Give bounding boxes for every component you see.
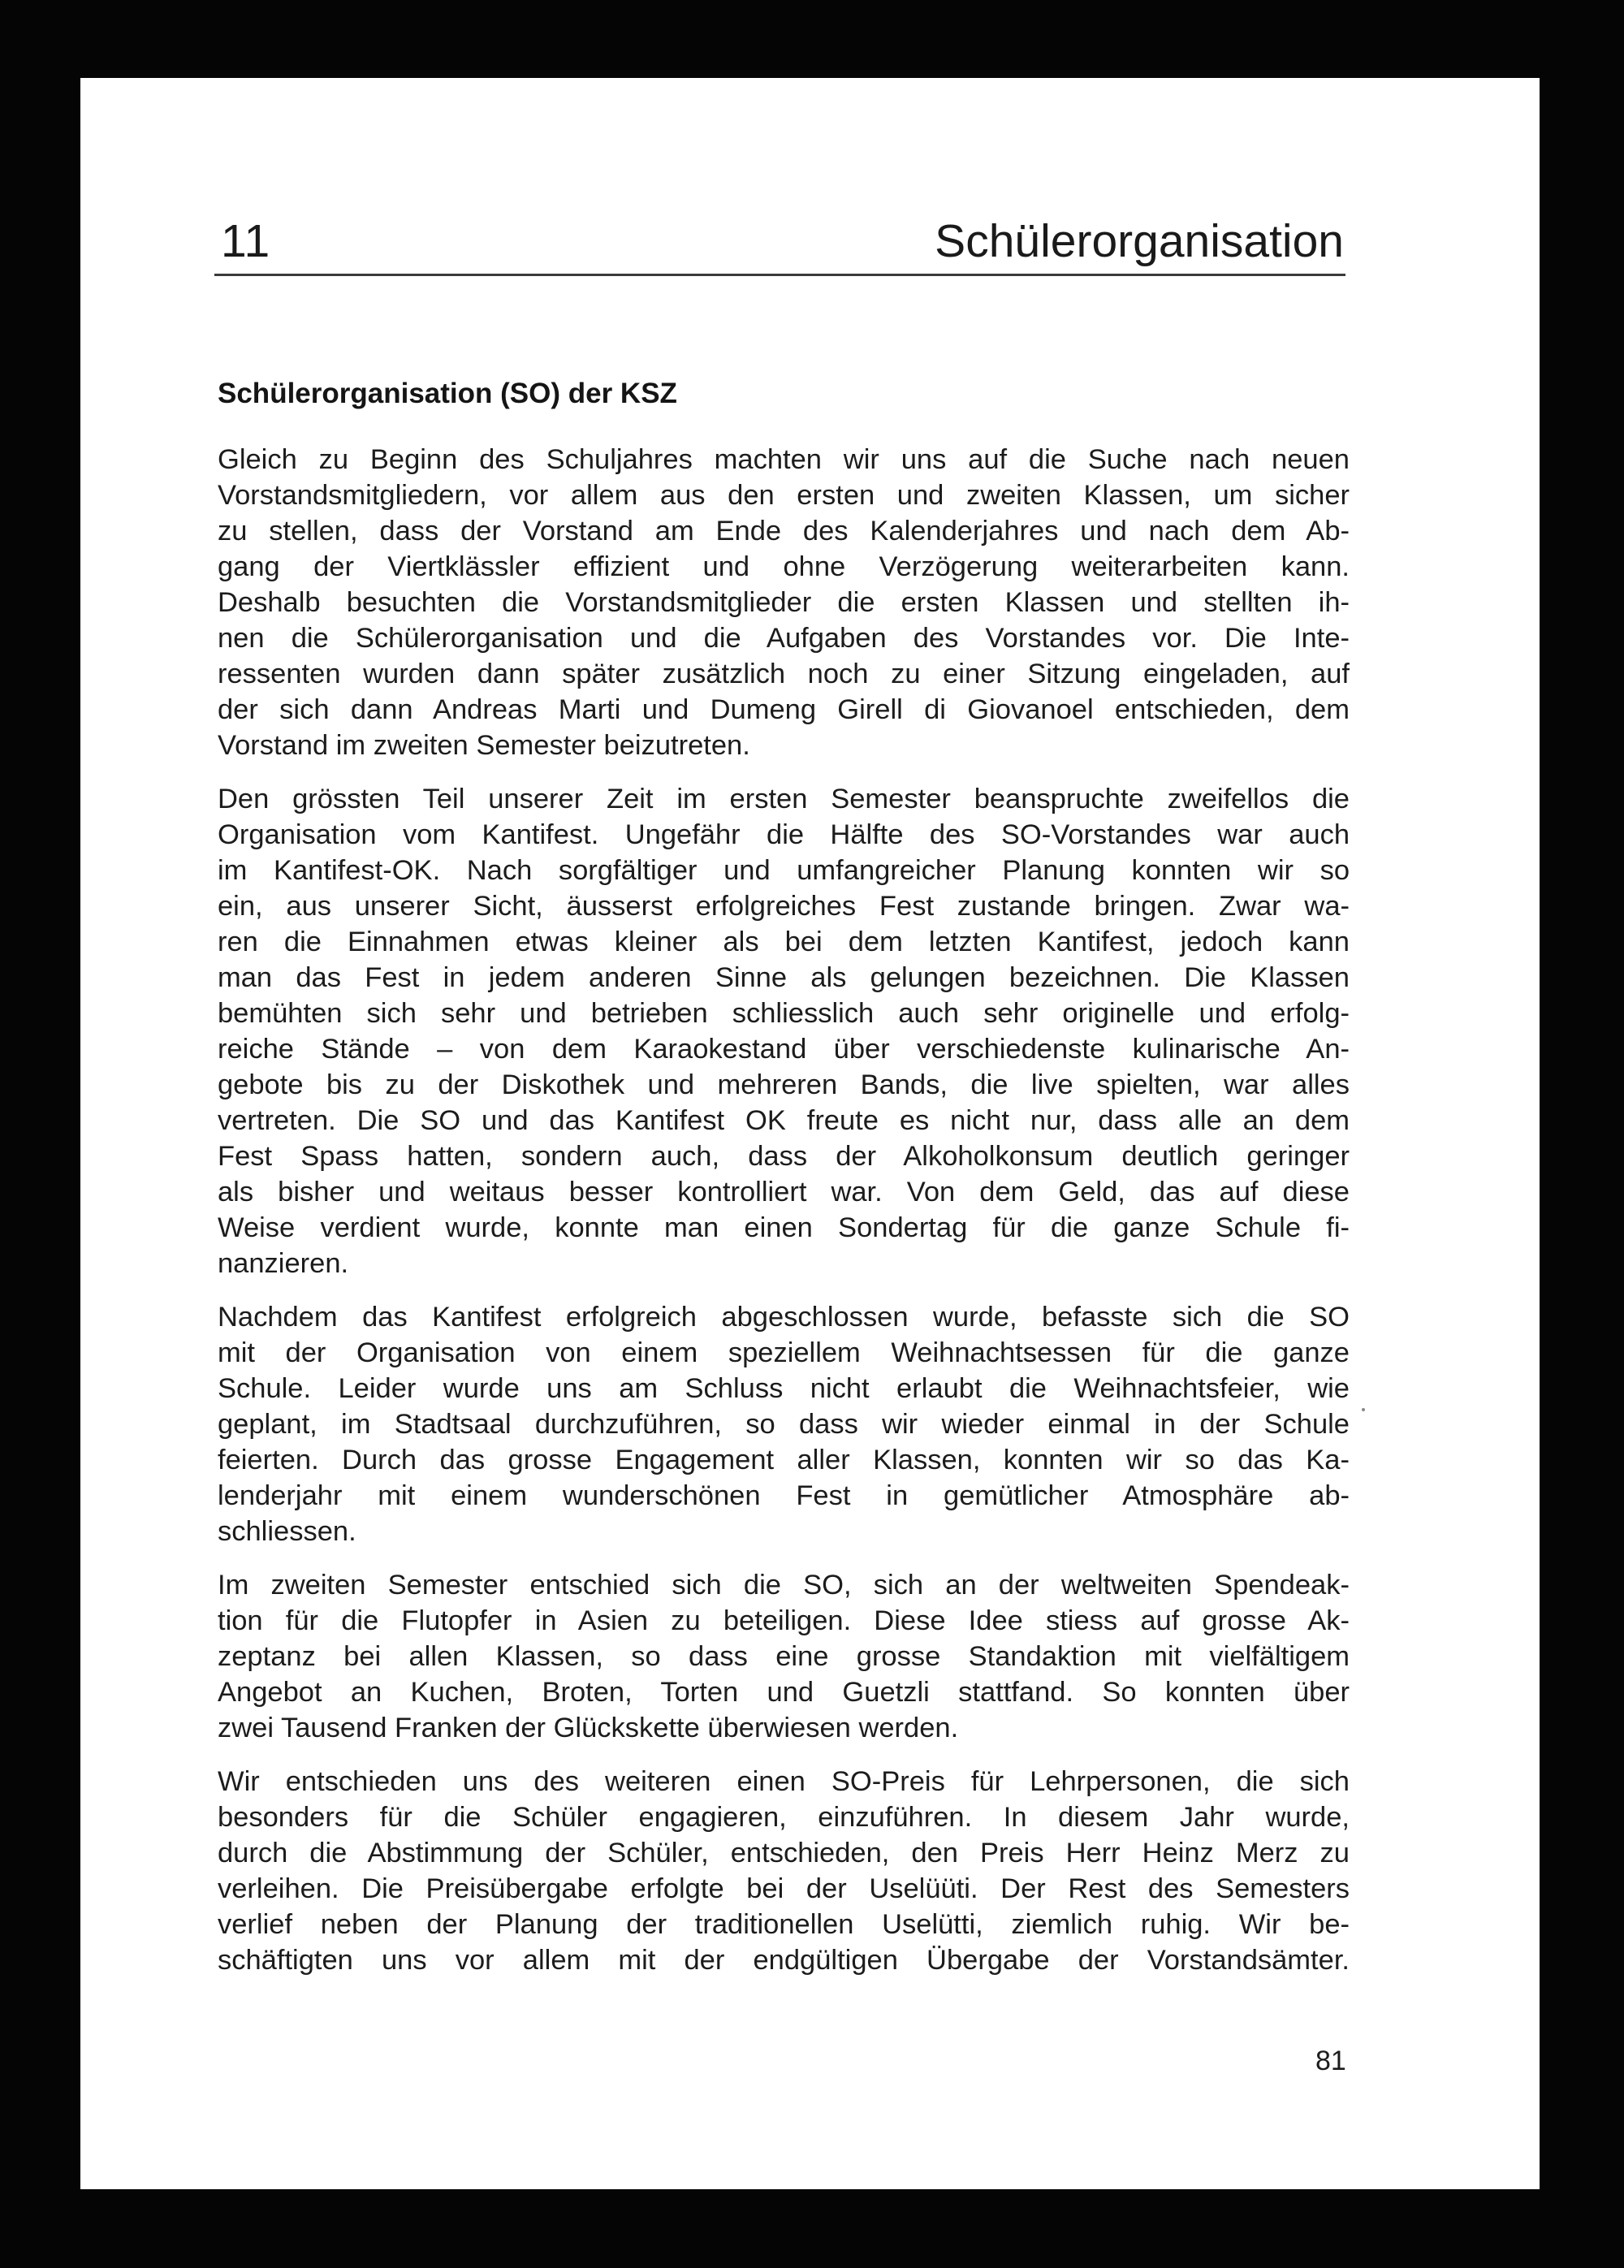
paragraph-line: bemühten sich sehr und betrieben schliesslich auch sehr originelle und erfolg- (218, 998, 1350, 1029)
chapter-number: 11 (221, 215, 271, 267)
paragraph-line: man das Fest in jedem anderen Sinne als gelungen bezeichnen. Die Klassen (218, 962, 1350, 993)
chapter-divider (214, 274, 1345, 276)
paragraph-line: vertreten. Die SO und das Kantifest OK freute es nicht nur, dass alle an dem (218, 1105, 1350, 1136)
section-heading: Schülerorganisation (SO) der KSZ (218, 378, 677, 409)
paragraph-line: Gleich zu Beginn des Schuljahres machten wir uns auf die Suche nach neuen (218, 444, 1350, 475)
paragraph-line: nanzieren. (218, 1248, 349, 1279)
paragraph-line: reiche Stände – von dem Karaokestand über verschiedenste kulinarische An- (218, 1034, 1350, 1065)
paragraph-line: Wir entschieden uns des weiteren einen SO-Preis für Lehrpersonen, die sich (218, 1766, 1350, 1797)
paragraph-line: zwei Tausend Franken der Glückskette überwiesen werden. (218, 1713, 959, 1743)
paragraph-line: Im zweiten Semester entschied sich die SO, sich an der weltweiten Spendeak- (218, 1570, 1350, 1601)
paragraph-line: schäftigten uns vor allem mit der endgültigen Übergabe der Vorstandsämter. (218, 1945, 1350, 1976)
page-number: 81 (1315, 2046, 1346, 2076)
paragraph (218, 1567, 1350, 1746)
paragraph-line: im Kantifest-OK. Nach sorgfältiger und umfangreicher Planung konnten wir so (218, 855, 1350, 886)
paragraph-line: ein, aus unserer Sicht, äusserst erfolgreiches Fest zustande bringen. Zwar wa- (218, 891, 1350, 922)
paragraph-line: Angebot an Kuchen, Broten, Torten und Guetzli stattfand. So konnten über (218, 1677, 1350, 1708)
paragraph-line: durch die Abstimmung der Schüler, entschieden, den Preis Herr Heinz Merz zu (218, 1838, 1350, 1868)
paragraph (218, 781, 1350, 1281)
paragraph-line: Vorstand im zweiten Semester beizutreten. (218, 730, 750, 761)
paragraph-line: lenderjahr mit einem wunderschönen Fest in gemütlicher Atmosphäre ab- (218, 1480, 1350, 1511)
paragraph-line: verleihen. Die Preisübergabe erfolgte bei der Uselüüti. Der Rest des Semesters (218, 1873, 1350, 1904)
paragraph (218, 1764, 1350, 1978)
chapter-title: Schülerorganisation (935, 215, 1344, 267)
paragraph-line: zeptanz bei allen Klassen, so dass eine grosse Standaktion mit vielfältigem (218, 1641, 1350, 1672)
paragraph-line: nen die Schülerorganisation und die Aufgaben des Vorstandes vor. Die Inte- (218, 623, 1350, 654)
paragraph-line: Deshalb besuchten die Vorstandsmitglieder die ersten Klassen und stellten ih- (218, 587, 1350, 618)
paragraph-line: Den grössten Teil unserer Zeit im ersten Semester beanspruchte zweifellos die (218, 784, 1350, 814)
paragraph-line: ren die Einnahmen etwas kleiner als bei dem letzten Kantifest, jedoch kann (218, 927, 1350, 957)
paragraph-line: Vorstandsmitgliedern, vor allem aus den ersten und zweiten Klassen, um sicher (218, 480, 1350, 511)
paragraph-line: Fest Spass hatten, sondern auch, dass der Alkoholkonsum deutlich geringer (218, 1141, 1350, 1172)
paragraph-line: mit der Organisation von einem speziellem Weihnachtsessen für die ganze (218, 1337, 1350, 1368)
paragraph-line: ressenten wurden dann später zusätzlich noch zu einer Sitzung eingeladen, auf (218, 659, 1350, 689)
paragraph (218, 442, 1350, 763)
paragraph-line: gang der Viertklässler effizient und ohne Verzögerung weiterarbeiten kann. (218, 551, 1350, 582)
paragraph-line: verlief neben der Planung der traditionellen Uselütti, ziemlich ruhig. Wir be- (218, 1909, 1350, 1940)
paragraph-line: Schule. Leider wurde uns am Schluss nicht erlaubt die Weihnachtsfeier, wie (218, 1373, 1350, 1404)
paragraph-line: als bisher und weitaus besser kontrolliert war. Von dem Geld, das auf diese (218, 1177, 1350, 1207)
paragraph-list (218, 442, 1350, 1978)
chapter-header (214, 214, 1345, 276)
paragraph-line: Nachdem das Kantifest erfolgreich abgeschlossen wurde, befasste sich die SO (218, 1302, 1350, 1333)
paragraph-line: Organisation vom Kantifest. Ungefähr die Hälfte des SO-Vorstandes war auch (218, 819, 1350, 850)
paragraph-line: tion für die Flutopfer in Asien zu beteiligen. Diese Idee stiess auf grosse Ak- (218, 1605, 1350, 1636)
paragraph-line: besonders für die Schüler engagieren, einzuführen. In diesem Jahr wurde, (218, 1802, 1350, 1833)
paragraph-line: Weise verdient wurde, konnte man einen Sondertag für die ganze Schule fi- (218, 1212, 1350, 1243)
paragraph-line: feierten. Durch das grosse Engagement aller Klassen, konnten wir so das Ka- (218, 1445, 1350, 1475)
paragraph-line: schliessen. (218, 1516, 356, 1547)
paragraph-line: gebote bis zu der Diskothek und mehreren Bands, die live spielten, war alles (218, 1069, 1350, 1100)
paragraph-line: zu stellen, dass der Vorstand am Ende des Kalenderjahres und nach dem Ab- (218, 516, 1350, 546)
scan-speck (1362, 1408, 1365, 1411)
paragraph (218, 1299, 1350, 1549)
article-body (218, 375, 1350, 1996)
paragraph-line: geplant, im Stadtsaal durchzuführen, so dass wir wieder einmal in der Schule (218, 1409, 1350, 1440)
paragraph-line: der sich dann Andreas Marti und Dumeng Girell di Giovanoel entschieden, dem (218, 694, 1350, 725)
